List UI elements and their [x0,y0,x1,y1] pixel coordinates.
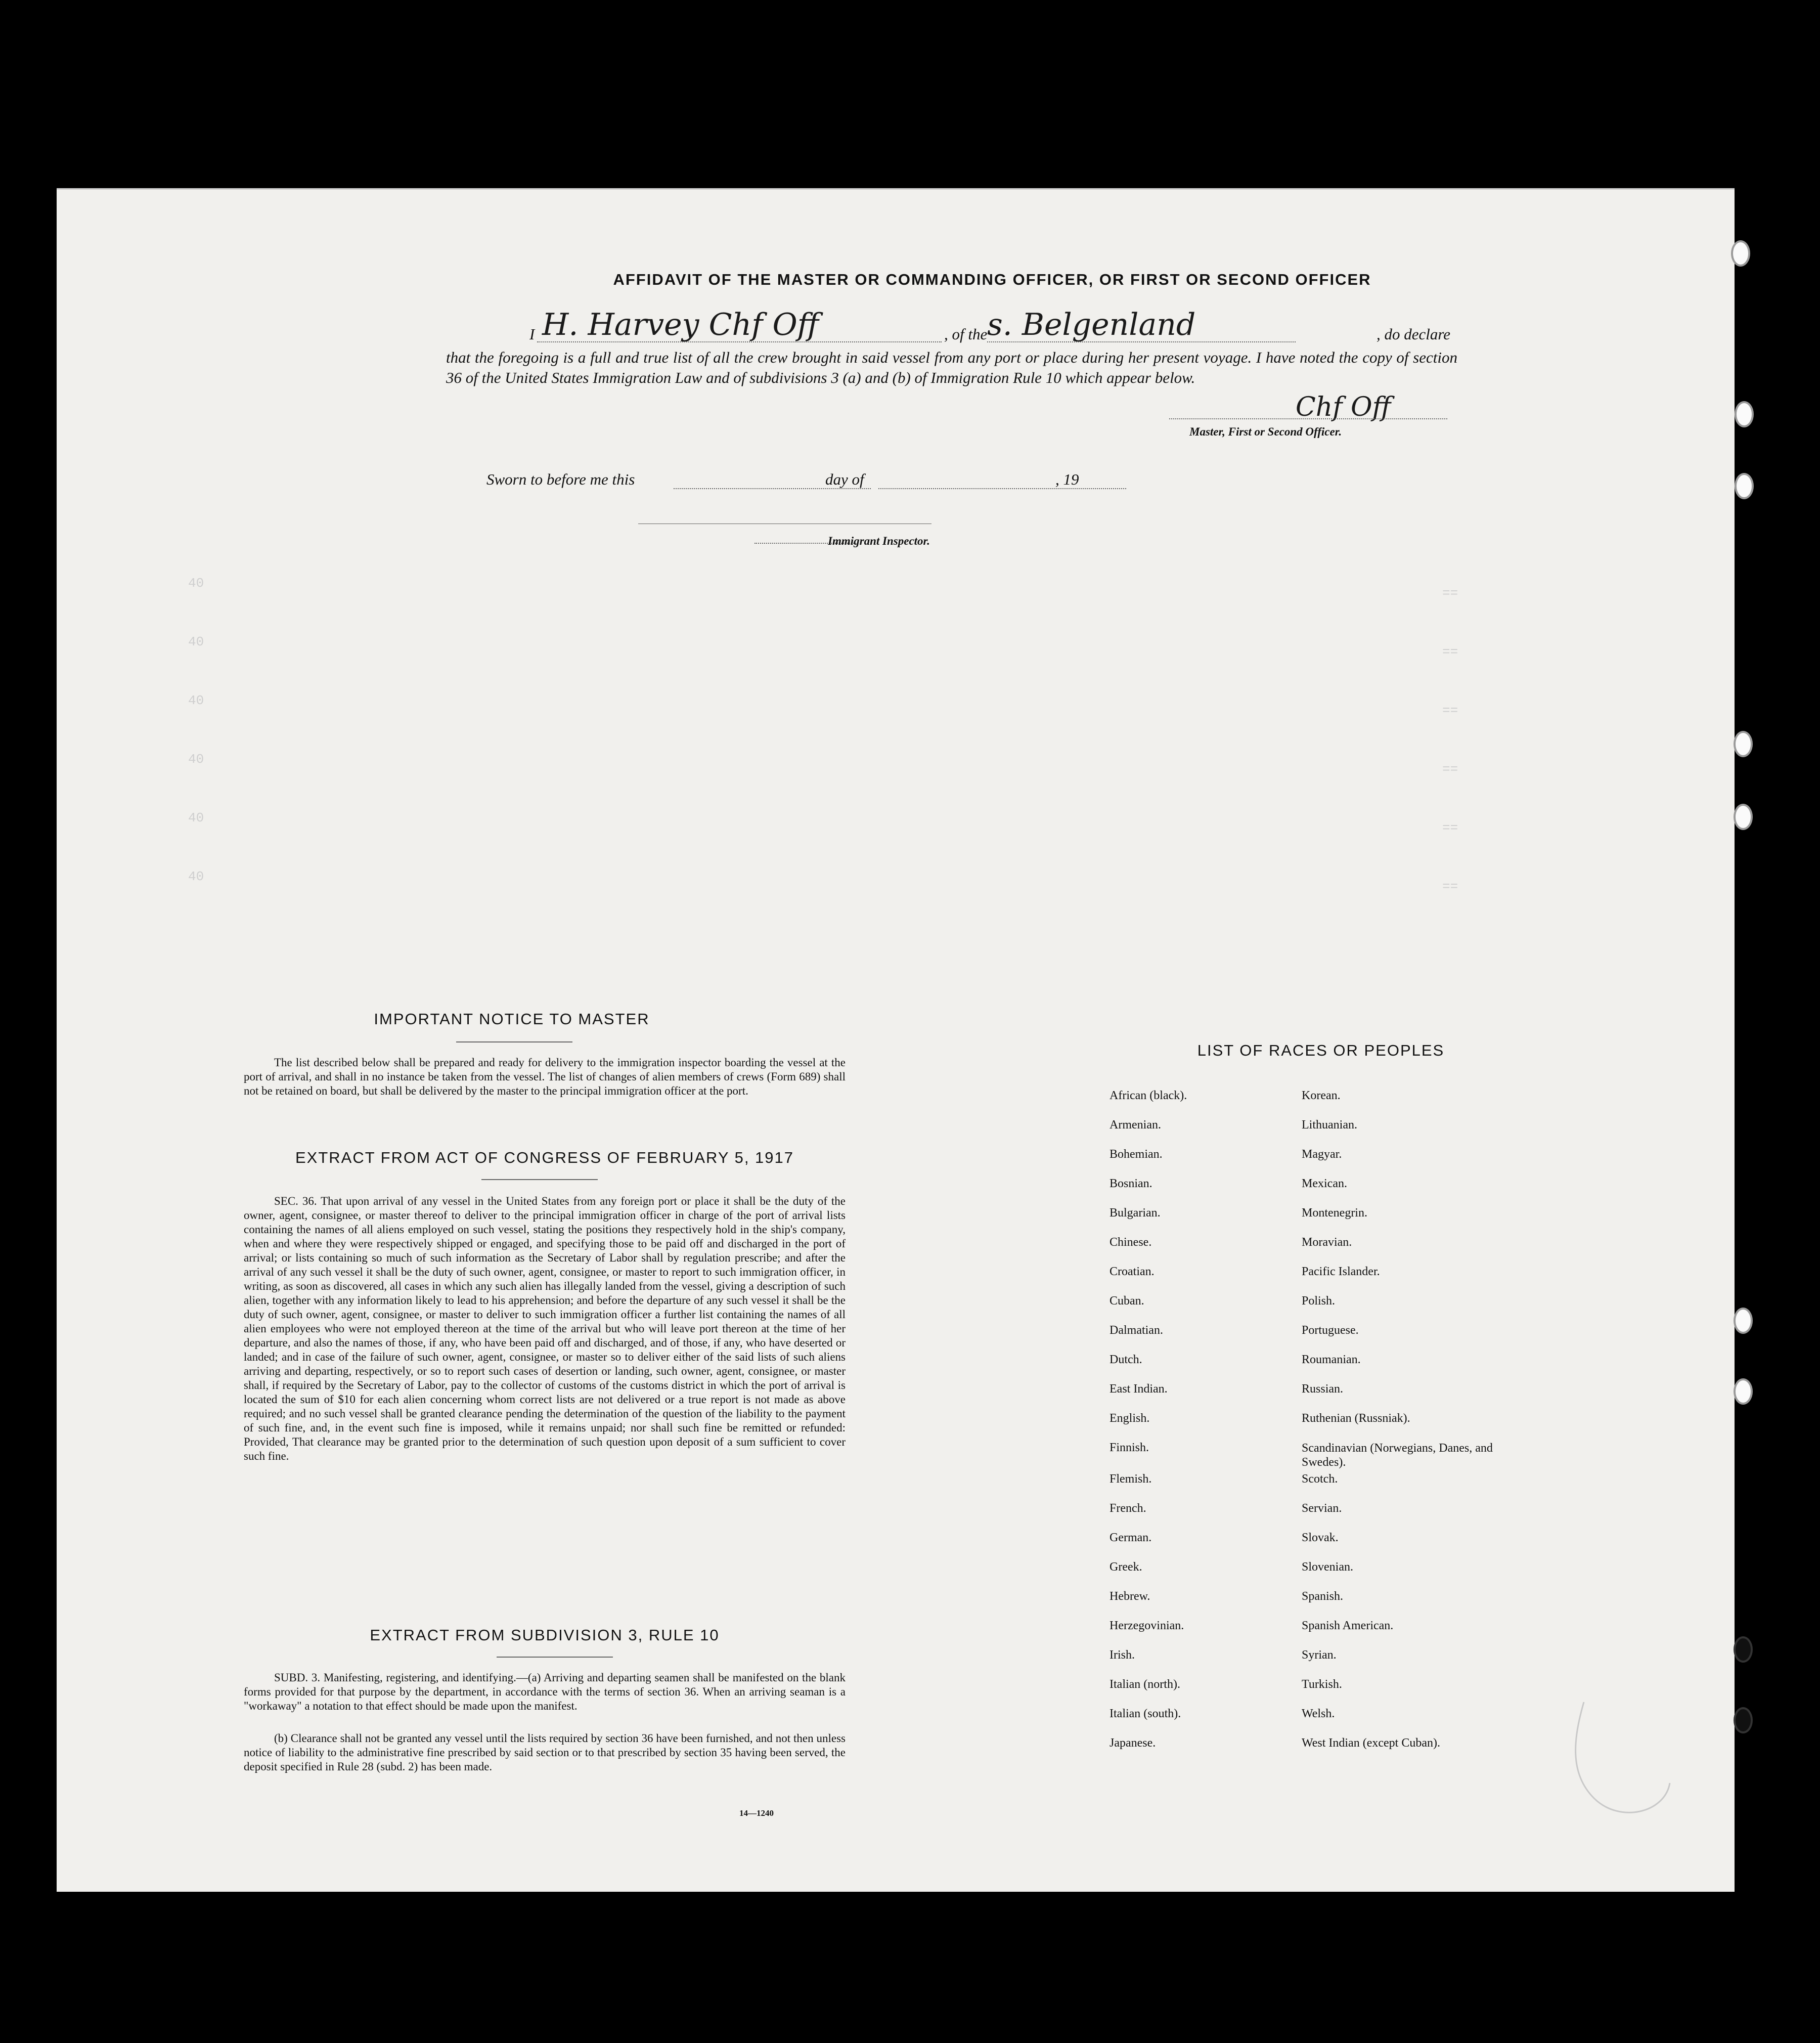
race-item: German. [1109,1531,1152,1544]
officer-name-handwritten: H. Harvey Chf Off [542,307,819,342]
race-item: Portuguese. [1302,1324,1359,1337]
race-item: Dutch. [1109,1353,1142,1366]
race-item: Scandinavian (Norwegians, Danes, and Swedes). [1302,1442,1493,1469]
form-number: 14—1240 [739,1808,774,1818]
signature-handwritten: Chf Off [1296,392,1391,422]
race-item: Magyar. [1302,1148,1342,1161]
race-item: Slovenian. [1302,1560,1353,1574]
binder-hole [1735,473,1754,499]
race-item: African (black). [1109,1089,1187,1102]
binder-hole [1734,1636,1753,1663]
sworn-year-field[interactable] [1091,488,1126,489]
notice-title-rule [456,1041,572,1042]
race-item: Flemish. [1109,1472,1152,1486]
race-item: Italian (north). [1109,1678,1180,1691]
binder-hole [1734,1378,1753,1405]
race-item: Scotch. [1302,1472,1338,1486]
race-item: Ruthenian (Russniak). [1302,1412,1410,1425]
race-item: Montenegrin. [1302,1206,1367,1220]
race-item: Dalmatian. [1109,1324,1163,1337]
race-item: Servian. [1302,1502,1342,1515]
rule-extract-title-rule [497,1657,613,1658]
race-item: Finnish. [1109,1441,1149,1454]
race-item: Spanish American. [1302,1619,1394,1632]
form-sheet [57,188,1735,1892]
signature-field[interactable] [1169,418,1447,419]
signature-caption: Master, First or Second Officer. [1189,425,1342,438]
race-item: Moravian. [1302,1236,1352,1249]
race-item: Bosnian. [1109,1177,1152,1190]
bleed-through-column: == == == == == == [1442,586,1458,894]
race-item: Russian. [1302,1382,1344,1396]
race-item: West Indian (except Cuban). [1302,1736,1440,1750]
inspector-caption: Immigrant Inspector. [828,535,930,547]
race-item: Syrian. [1302,1648,1337,1662]
race-item: Slovak. [1302,1531,1339,1544]
do-declare-label: , do declare [1377,325,1451,343]
bleed-through-column: 40 40 40 40 40 40 [188,576,204,884]
race-item: Lithuanian. [1302,1118,1357,1132]
race-item: English. [1109,1412,1150,1425]
race-item: Roumanian. [1302,1353,1361,1366]
race-item: East Indian. [1109,1382,1168,1396]
vessel-name-handwritten: s. Belgenland [987,307,1196,342]
year-label: , 19 [1055,470,1079,488]
officer-name-field[interactable] [537,341,942,342]
race-item: Bohemian. [1109,1148,1163,1161]
race-item: Cuban. [1109,1294,1144,1308]
act-extract-text: SEC. 36. That upon arrival of any vessel in the United States from any foreign port or place it shall be the duty of the owner, agent, consignee, or master thereof to deliver to the principal immigration officer in charge of the port of arrival lists containing the names of all aliens employed on such vessel, stating the positions they respectively hold in the ship's company, when and where they were respectively shipped or engaged, and specifying those to be paid off and discharged in the port of arrival; or lists containing so much of such information as the Secretary of Labor shall by regulation prescribe; and after the arrival of any such vessel it shall be the duty of such owner, agent, consignee, or master to report to such immigration officer, in writing, as soon as discovered, all cases in which any such alien has illegally landed from the vessel, giving a description of such alien, together with any information likely to lead to his apprehension; and before the departure of any such vessel it shall be the duty of such owner, agent, consignee, or master to deliver to such immigration officer a further list containing the names of all alien employees who were not employed thereon at the time of the arrival but who will leave port thereon at the time of her departure, and also the names of those, if any, who have been paid off and discharged, and of those, if any, who have deserted or landed; and in case of the failure of such owner, agent, consignee, or master so to deliver either of the said lists of such aliens arriving and departing, respectively, or so to report such cases of desertion or landing, such owner, agent, consignee, or master shall, if required by the Secretary of Labor, pay to the collector of customs of the customs district in which the port of arrival is located the sum of $10 for each alien concerning whom correct lists are not delivered or a true report is not made as above required; and no such vessel shall be granted clearance pending the determination of the question of the liability to the payment of such fine, and, in the event such fine is imposed, while it remains unpaid; nor shall such fine be remitted or refunded: Provided, That clearance may be granted prior to the determination of such question upon deposit of a sum sufficient to cover such fine. [244,1195,846,1462]
binder-hole [1734,1707,1753,1733]
races-title: LIST OF RACES OR PEOPLES [1197,1041,1445,1059]
race-item: Croatian. [1109,1265,1155,1278]
vessel-name-field[interactable] [987,341,1296,342]
race-item: Italian (south). [1109,1707,1181,1720]
race-item: Herzegovinian. [1109,1619,1184,1632]
race-item: Greek. [1109,1560,1142,1574]
race-item: Welsh. [1302,1707,1335,1720]
race-item: Polish. [1302,1294,1336,1308]
notice-title: IMPORTANT NOTICE TO MASTER [374,1010,650,1028]
act-extract-title-rule [481,1179,598,1180]
binder-hole [1734,1308,1753,1334]
of-the-label: , of the [944,325,988,343]
rule-extract-para-b: (b) Clearance shall not be granted any vessel until the lists required by section 36 have been furnished, and not then unless notice of liability to the administrative fine prescribed by said section or to that prescribed by section 35 having been served, the deposit specified in Rule 28 (subd. 2) has been made. [244,1732,846,1773]
race-item: Japanese. [1109,1736,1156,1750]
sworn-label: Sworn to before me this [486,470,635,488]
binder-hole [1734,731,1753,757]
prefix-i: I [529,325,535,343]
rule-extract-para-a: SUBD. 3. Manifesting, registering, and identifying.—(a) Arriving and departing seamen shall be manifested on the blank forms provided for that purpose by the department, in accordance with the terms of section 36. When an arriving seaman is a "workaway" a notation to that effect should be made upon the manifest. [244,1671,846,1712]
race-item: Mexican. [1302,1177,1347,1190]
race-item: Hebrew. [1109,1590,1150,1603]
binder-hole [1734,804,1753,830]
rule-extract-title: EXTRACT FROM SUBDIVISION 3, RULE 10 [370,1626,720,1644]
pencil-scribble [1564,1697,1685,1829]
day-of-label: day of [825,470,864,488]
race-item: Turkish. [1302,1678,1342,1691]
affidavit-declaration: that the foregoing is a full and true list of all the crew brought in said vessel from any port or place during her present voyage. I have noted the copy of section 36 of the United States Immigration Law and of subdivisions 3 (a) and (b) of Immigration Rule 10 which appear below. [446,349,1457,386]
binder-hole [1735,401,1754,427]
affidavit-title: AFFIDAVIT OF THE MASTER OR COMMANDING OFFICER, OR FIRST OR SECOND OFFICER [613,271,1371,288]
affidavit-name-line [481,307,1543,345]
race-item: Korean. [1302,1089,1341,1102]
race-item: Bulgarian. [1109,1206,1161,1220]
race-item: Pacific Islander. [1302,1265,1380,1278]
notice-text: The list described below shall be prepared and ready for delivery to the immigration inspector boarding the vessel at the port of arrival, and shall in no instance be taken from the vessel. The list of changes of alien members of crews (Form 689) shall not be retained on board, but shall be delivered by the master to the principal immigration officer at the port. [244,1056,846,1097]
race-item: Irish. [1109,1648,1135,1662]
race-item: Chinese. [1109,1236,1152,1249]
act-extract-title: EXTRACT FROM ACT OF CONGRESS OF FEBRUARY 5, 1917 [295,1149,794,1166]
race-item: Spanish. [1302,1590,1344,1603]
race-item: Armenian. [1109,1118,1161,1132]
race-item: French. [1109,1502,1146,1515]
binder-hole [1731,240,1750,267]
